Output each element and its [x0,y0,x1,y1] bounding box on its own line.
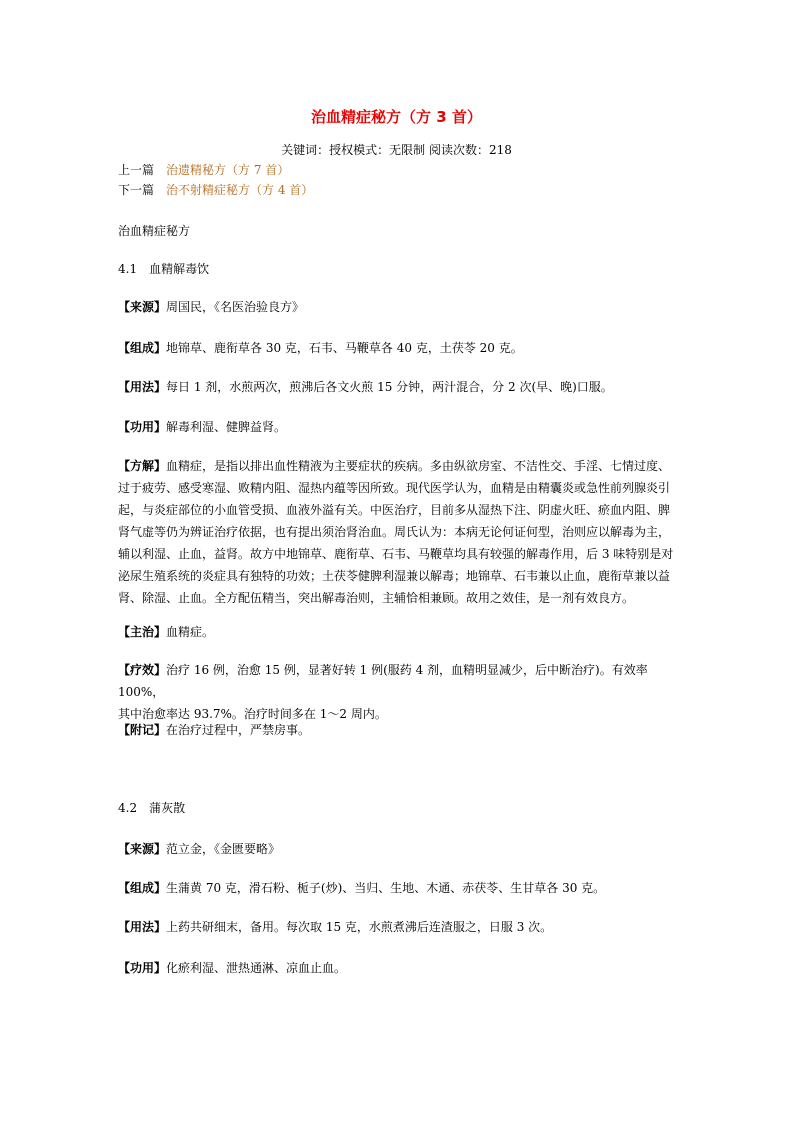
s1-note-text: 在治疗过程中，严禁房事。 [166,723,311,737]
s2-usage [118,916,678,938]
s1-eff-tag: 【疗效】 [118,663,167,677]
s1-expl-line: 血精症，是指以排出血性精液为主要症状的疾病。多由纵欲房室、不洁性交、手淫、七情过度、 [166,459,671,473]
s1-comp-tag: 【组成】 [118,341,167,355]
s1-source-text: 周国民，《名医治验良方》 [166,300,305,314]
s1-eff-line: 其中治愈率达 93.7%。治疗时间多在 1～2 周内。 [118,707,387,721]
s1-main-text: 血精症。 [166,625,215,639]
s1-main-tag: 【主治】 [118,625,167,639]
s1-func-tag: 【功用】 [118,420,167,434]
s1-func-text: 解毒利湿、健脾益肾。 [166,420,287,434]
page-title: 治血精症秘方（方 3 首） [311,108,482,126]
next-article-link[interactable]: 治不射精症秘方（方 4 首） [166,183,314,197]
s2-func-tag: 【功用】 [118,961,167,975]
s2-composition [118,877,678,899]
s1-note [118,719,678,741]
s1-note-tag: 【附记】 [118,723,167,737]
s1-source-tag: 【来源】 [118,300,167,314]
intro-text: 治血精症秘方 [118,224,191,238]
s1-efficacy [118,659,678,725]
s2-usage-text: 上药共研细末，备用。每次取 15 克，水煎煮沸后连渣服之，日服 3 次。 [166,920,553,934]
s1-comp-text: 地锦草、鹿衔草各 30 克，石韦、马鞭草各 40 克，土茯苓 20 克。 [166,341,523,355]
prev-label: 上一篇 [118,163,155,177]
s2-comp-text: 生蒲黄 70 克，滑石粉、栀子(炒)、当归、生地、木通、赤茯苓、生甘草各 30 克。 [166,881,606,895]
s1-source [118,296,678,318]
s2-source-tag: 【来源】 [118,842,167,856]
s1-usage [118,376,678,398]
prev-article [118,161,289,178]
prev-article-link[interactable]: 治遗精秘方（方 7 首） [166,163,290,177]
s2-function [118,957,678,979]
s1-indication [118,621,678,643]
s2-func-text: 化瘀利湿、泄热通淋、凉血止血。 [166,961,347,975]
next-article [118,181,313,198]
meta-info: 关键词：授权模式：无限制 阅读次数：218 [281,143,512,157]
s1-eff-line: 治疗 16 例，治愈 15 例，显著好转 1 例(服药 4 剂，血精明显减少，后中断治疗)。有效率 100%， [118,663,648,699]
s1-function [118,416,678,438]
s1-composition [118,337,678,359]
s2-source-text: 范立金，《金匮要略》 [166,842,281,856]
s1-expl-line: 肾、除湿、止血。全方配伍精当，突出解毒治则，主辅恰相兼顾。故用之效佳，是一剂有效良方。 [118,591,635,605]
s1-expl-tag: 【方解】 [118,459,167,473]
section-heading-4-1: 4.1 血精解毒饮 [118,262,210,276]
section-heading-4-2: 4.2 蒲灰散 [118,801,186,815]
s1-expl-line: 泌尿生殖系统的炎症具有独特的功效；土茯苓健脾利湿兼以解毒；地锦草、石韦兼以止血，鹿衔草兼以益 [118,569,671,583]
s1-expl-line: 过于疲劳、感受寒湿、败精内阻、湿热内蕴等因所致。现代医学认为，血精是由精囊炎或急性前列腺炎引 [118,481,671,495]
s2-usage-tag: 【用法】 [118,920,167,934]
s2-comp-tag: 【组成】 [118,881,167,895]
s1-explanation [118,455,678,609]
s1-expl-line: 起，与炎症部位的小血管受损、血液外溢有关。中医治疗，目前多从湿热下注、阴虚火旺、瘀血内阻、脾 [118,503,671,517]
s1-expl-line: 辅以利湿、止血，益肾。故方中地锦草、鹿衔草、石韦、马鞭草均具有较强的解毒作用，后 3 味特别是对 [118,547,674,561]
s1-usage-text: 每日 1 剂，水煎两次，煎沸后各文火煎 15 分钟，两汁混合，分 2 次(早、晚)口服。 [166,380,613,394]
s1-expl-line: 肾气虚等仍为辨证治疗依据，也有提出须治肾治血。周氏认为：本病无论何证何型，治则应以解毒为主， [118,525,671,539]
next-label: 下一篇 [118,183,155,197]
s1-usage-tag: 【用法】 [118,380,167,394]
s2-source [118,838,678,860]
